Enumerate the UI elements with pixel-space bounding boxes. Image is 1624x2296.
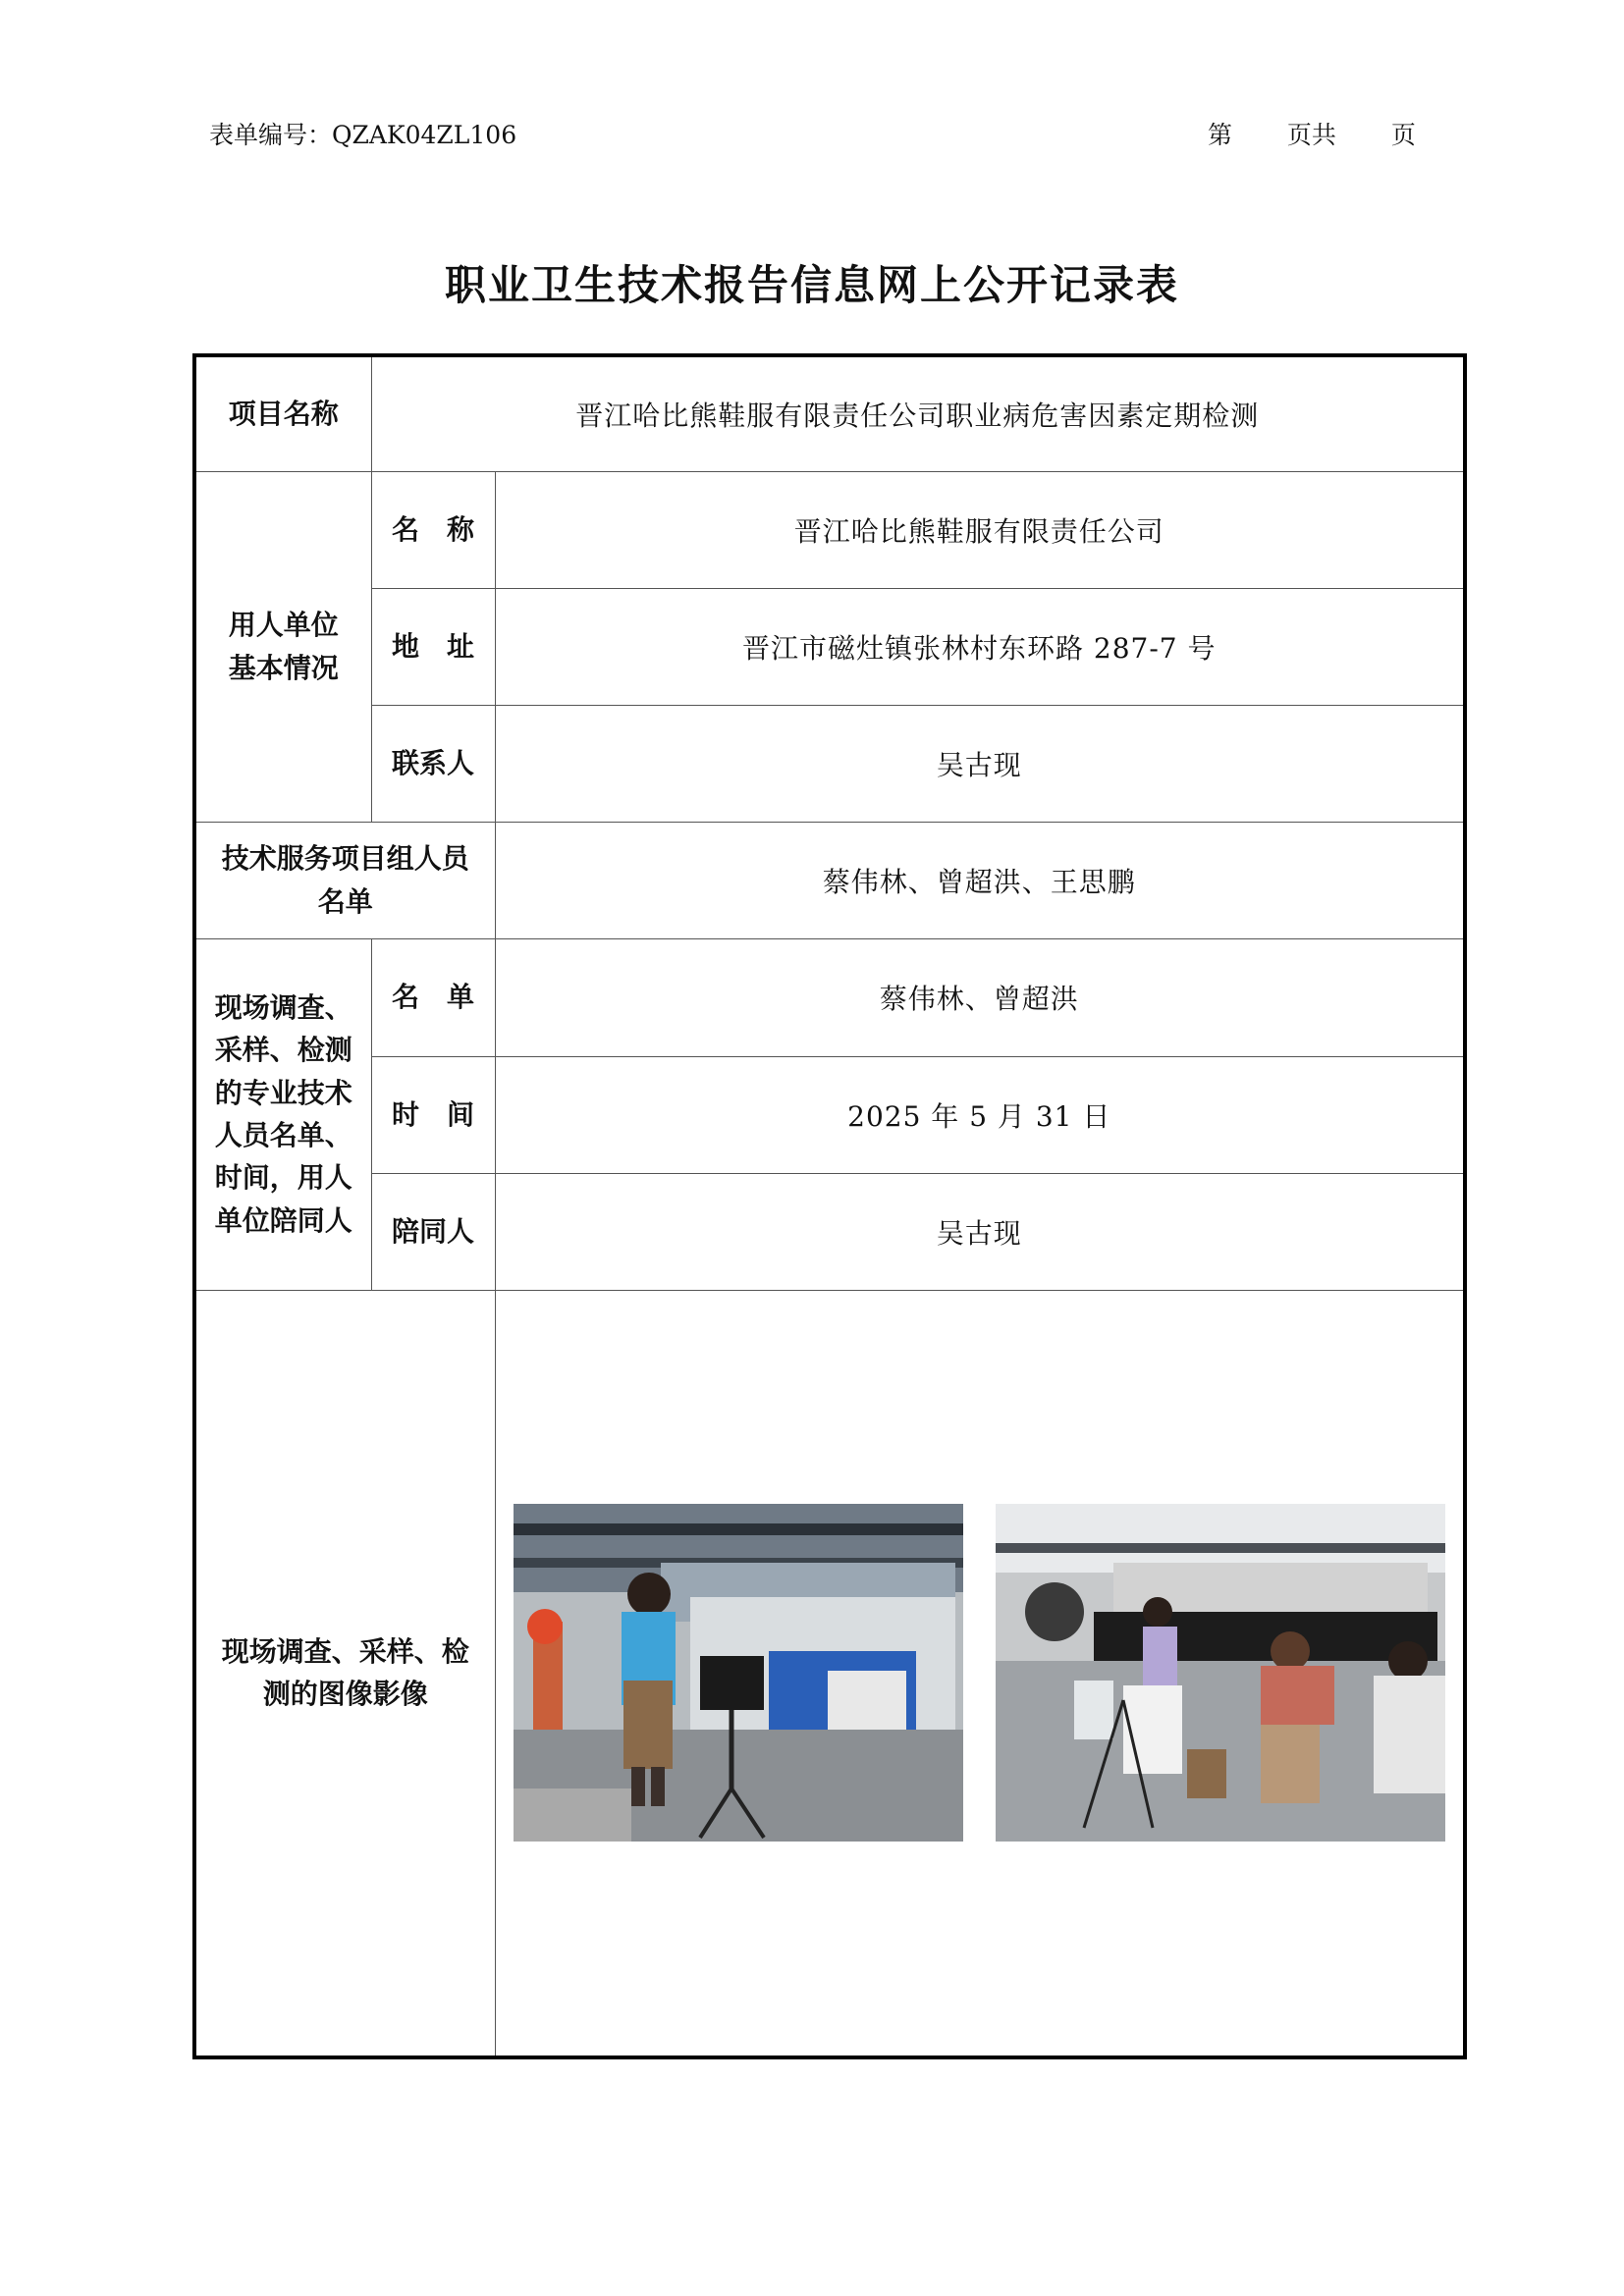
page-mid: 页共 [1286,121,1336,149]
photo-gallery [496,1504,1464,1842]
employer-contact-value: 吴古现 [495,705,1465,822]
employer-name-label: 名 称 [371,471,495,588]
employer-label [194,471,371,822]
employer-label-line1: 用人单位 [228,609,339,642]
project-label: 项目名称 [194,355,371,471]
images-label [194,1290,495,2057]
survey-time-value: 2025 年 5 月 31 日 [495,1056,1465,1173]
images-label-line2: 测的图像影像 [262,1678,428,1711]
survey-companion-label: 陪同人 [371,1173,495,1290]
record-table [192,353,1467,2059]
page-suffix: 页 [1390,121,1416,149]
team-label-line1: 技术服务项目组人员 [221,842,469,876]
employer-name-value: 晋江哈比熊鞋服有限责任公司 [495,471,1465,588]
employer-address-label: 地 址 [371,588,495,705]
team-label [194,822,495,938]
survey-time-label: 时 间 [371,1056,495,1173]
document-title: 职业卫生技术报告信息网上公开记录表 [444,261,1179,309]
images-label-line1: 现场调查、采样、检 [221,1634,469,1668]
row-employer-contact [194,705,1465,822]
row-employer-name [194,471,1465,588]
row-employer-address [194,588,1465,705]
row-team [194,822,1465,938]
survey-label-line3: 的专业技术 [214,1076,352,1109]
page-indicator [1208,116,1416,151]
row-project [194,355,1465,471]
team-label-line2: 名单 [317,884,373,918]
team-value: 蔡伟林、曾超洪、王思鹏 [495,822,1465,938]
survey-names-label: 名 单 [371,938,495,1056]
survey-label [194,938,371,1290]
row-survey-names [194,938,1465,1056]
row-survey-companion [194,1173,1465,1290]
page-prefix: 第 [1208,121,1233,149]
survey-names-value: 蔡伟林、曾超洪 [495,938,1465,1056]
survey-label-line4: 人员名单、 [214,1119,352,1151]
factory-photo-workshop-icon [996,1504,1445,1842]
employer-label-line2: 基本情况 [228,651,339,684]
employer-address-value: 晋江市磁灶镇张林村东环路 287-7 号 [495,588,1465,705]
survey-companion-value: 吴古现 [495,1173,1465,1290]
survey-label-line1: 现场调查、 [214,990,352,1024]
factory-photo-worker-icon [514,1504,963,1842]
survey-label-line6: 单位陪同人 [214,1203,352,1237]
form-number: 表单编号：QZAK04ZL106 [209,121,517,149]
row-images [194,1290,1465,2057]
survey-label-line5: 时间，用人 [214,1161,352,1195]
employer-contact-label: 联系人 [371,705,495,822]
survey-label-line2: 采样、检测 [214,1034,352,1067]
images-cell [495,1290,1465,2057]
project-value: 晋江哈比熊鞋服有限责任公司职业病危害因素定期检测 [371,355,1465,471]
row-survey-time [194,1056,1465,1173]
